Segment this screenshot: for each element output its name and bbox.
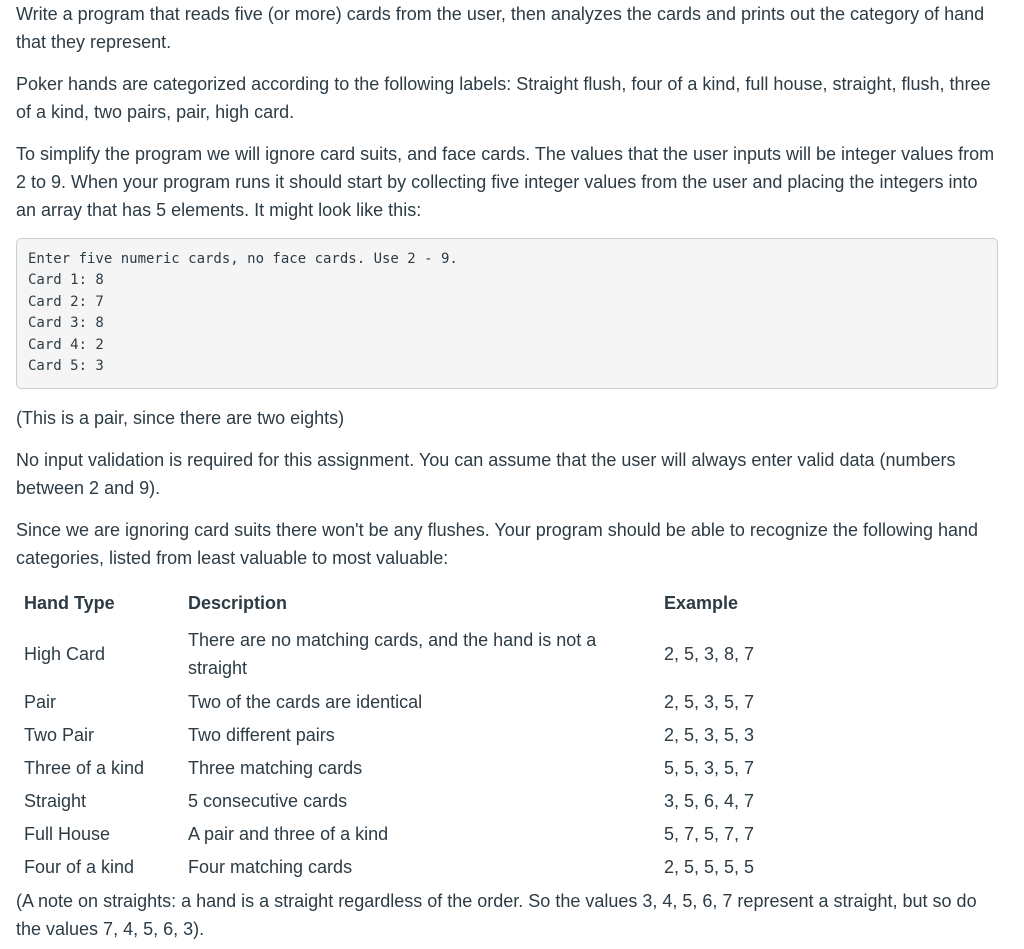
example-cell: 2, 5, 3, 5, 7 (664, 691, 755, 712)
hand-type-cell: Two Pair (24, 724, 95, 745)
code-line: Card 2: 7 (28, 293, 104, 310)
description-cell: Two different pairs (188, 724, 335, 745)
description-cell: Two of the cards are identical (188, 691, 423, 712)
hand-type-cell: High Card (24, 644, 106, 664)
table-row (16, 751, 812, 784)
hand-types-table (16, 586, 812, 883)
code-line: Card 3: 8 (28, 315, 104, 332)
example-cell: 3, 5, 6, 4, 7 (664, 790, 755, 811)
table-row (16, 718, 812, 751)
table-header-row (16, 586, 812, 623)
example-cell: 2, 5, 3, 5, 3 (664, 724, 755, 745)
header-example: Example (664, 593, 739, 613)
code-line: Card 1: 8 (28, 272, 104, 289)
description-cell: A pair and three of a kind (188, 823, 389, 844)
intro-paragraph: Write a program that reads five (or more) cards from the user, then analyzes the cards and prints out the category of hand that they represent. (16, 4, 985, 52)
simplify-paragraph: To simplify the program we will ignore card suits, and face cards. The values that the user inputs will be integer values from 2 to 9. When your program runs it should start by collecting five integer values from the user and placing the integers into an array that has 5 elements. It might look like this: (16, 144, 995, 220)
code-line: Card 4: 2 (28, 336, 104, 353)
hand-type-cell: Full House (24, 823, 111, 844)
header-hand-type: Hand Type (24, 593, 115, 613)
header-description: Description (188, 593, 288, 613)
table-row (16, 685, 812, 718)
straights-note-paragraph: (A note on straights: a hand is a straight regardless of the order. So the values 3, 4, 5, 6, 7 represent a straight, but so do the values 7, 4, 5, 6, 3). (16, 891, 977, 939)
description-cell: There are no matching cards, and the hand is not a straight (188, 630, 597, 678)
description-cell: Three matching cards (188, 757, 363, 778)
validation-paragraph: No input validation is required for this assignment. You can assume that the user will always enter valid data (numbers between 2 and 9). (16, 450, 956, 498)
code-line: Enter five numeric cards, no face cards. Use 2 - 9. (28, 251, 458, 267)
table-row (16, 850, 812, 883)
code-line: Card 5: 3 (28, 357, 104, 374)
hand-type-cell: Straight (24, 790, 87, 811)
example-cell: 2, 5, 3, 8, 7 (664, 644, 755, 664)
flushes-paragraph: Since we are ignoring card suits there won't be any flushes. Your program should be able to recognize the following hand categories, listed from least valuable to most valuable: (16, 520, 979, 568)
hand-type-cell: Pair (24, 691, 57, 712)
table-row (16, 817, 812, 850)
example-cell: 5, 5, 3, 5, 7 (664, 757, 755, 778)
hand-type-cell: Four of a kind (24, 856, 135, 877)
example-cell: 5, 7, 5, 7, 7 (664, 823, 755, 844)
table-row (16, 784, 812, 817)
description-cell: Four matching cards (188, 856, 353, 877)
code-sample-block (16, 238, 998, 389)
pair-note-paragraph: (This is a pair, since there are two eights) (16, 408, 345, 428)
table-row (16, 623, 812, 685)
description-cell: 5 consecutive cards (188, 790, 348, 811)
assignment-content (16, 0, 998, 943)
hand-type-cell: Three of a kind (24, 757, 145, 778)
example-cell: 2, 5, 5, 5, 5 (664, 856, 755, 877)
categories-paragraph: Poker hands are categorized according to the following labels: Straight flush, four of a kind, full house, straight, flush, three of a kind, two pairs, pair, high card. (16, 74, 991, 122)
